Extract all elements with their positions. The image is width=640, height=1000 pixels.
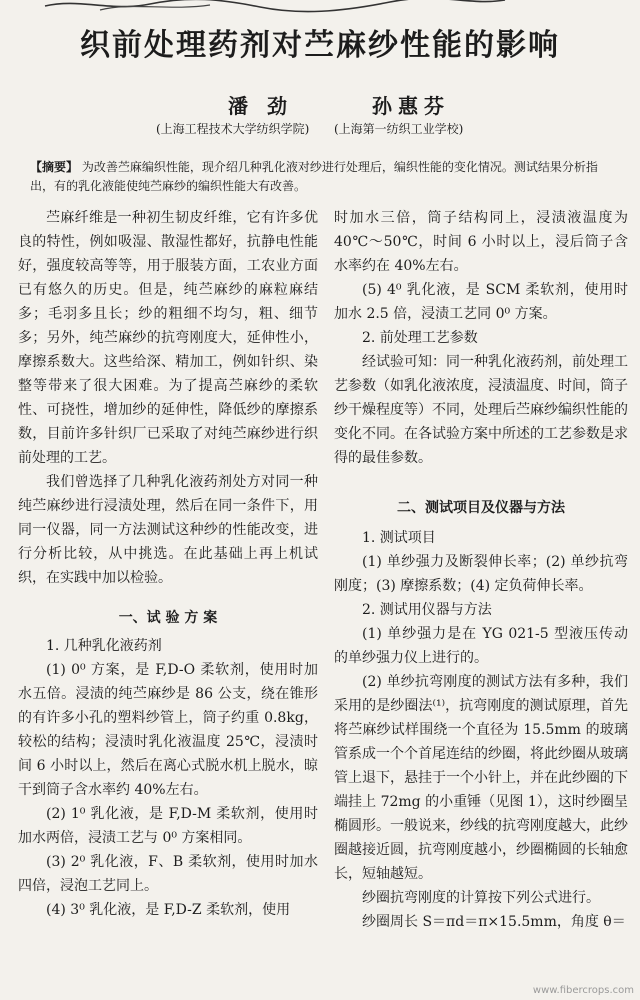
emulsion-item-5: (5) 4⁰ 乳化液，是 SCM 柔软剂，使用时加水 2.5 倍，浸渍工艺同 0⁰ 方案。 [334, 282, 628, 322]
author-affiliation-2: (上海第一纺织工业学校) [334, 122, 464, 136]
handwritten-scribble [40, 0, 510, 14]
abstract-text: 为改善苎麻编织性能，现介绍几种乳化液对纱进行处理后，编织性能的变化情况。测试结果分析指出，有的乳化液能使纯苎麻纱的编织性能大有改善。 [30, 160, 598, 193]
process-parameters-paragraph: 经试验可知：同一种乳化液药剂，前处理工艺参数（如乳化液浓度，浸渍温度、时间，筒子纱干燥程度等）不同，处理后苎麻纱编织性能的变化不同。在各试验方案中所述的工艺参数是求得的最佳参数。 [334, 354, 628, 466]
author-name-2: 孙惠芬 [372, 94, 450, 118]
author-name-1: 潘 劲 [228, 94, 293, 118]
emulsion-item-4-start: (4) 3⁰ 乳化液，是 F,D-Z 柔软剂，使用 [46, 902, 291, 918]
formula-intro: 纱圈抗弯刚度的计算按下列公式进行。 [362, 890, 600, 906]
test-items-list: (1) 单纱强力及断裂伸长率；(2) 单纱抗弯刚度；(3) 摩擦系数；(4) 定负荷伸长率。 [334, 554, 628, 594]
intro-paragraph-2: 我们曾选择了几种乳化液药剂处方对同一种纯苎麻纱进行浸渍处理，然后在同一条件下，用同一仪器，同一方法测试这种纱的性能改变，进行分析比较，从中挑选。在此基础上再上机试织，在实践中加以检验。 [18, 474, 318, 586]
section-heading-1: 一、试 验 方 案 [118, 610, 218, 626]
right-column [334, 206, 628, 934]
intro-paragraph-1: 苎麻纤维是一种初生韧皮纤维，它有许多优良的特性，例如吸湿、散湿性都好，抗静电性能好，强度较高等等，用于服装方面，工农业方面已有悠久的历史。但是，纯苎麻纱的麻粒麻结多；毛羽多且长；纱的粗细不均匀，粗、细节多；另外，纯苎麻纱的抗弯刚度大，延伸性小，摩擦系数大。这些给深、精加工，例如针织、染整等带来了很大困难。为了提高苎麻纱的柔软性、可挠性，增加纱的延伸性，降低纱的摩擦系数，目前许多针织厂已采取了对纯苎麻纱进行织前处理的工艺。 [18, 210, 318, 466]
author-affiliation-1: (上海工程技术大学纺织学院) [156, 122, 310, 136]
formula-line: 纱圈周长 S＝πd＝π×15.5mm，角度 θ＝ [362, 914, 626, 930]
emulsion-item-1: (1) 0⁰ 方案，是 F,D-O 柔软剂，使用时加水五倍。浸渍的纯苎麻纱是 86 公支，绕在锥形的有许多小孔的塑料纱管上，筒子约重 0.8kg，较松的结构；浸渍时乳化液温度 25℃，浸渍时间 6 小时以上，然后在离心式脱水机上脱水，晾干到筒子含水率约 40%左右。 [18, 662, 318, 798]
test-method-2: (2) 单纱抗弯刚度的测试方法有多种，我们采用的是纱圈法⁽¹⁾，抗弯刚度的测试原理，首先将苎麻纱试样围绕一个直径为 15.5mm 的玻璃管系成一个个首尾连结的纱圈，将此纱圈从玻璃管上退下，悬挂于一个小针上，并在此纱圈的下端挂上 72mg 的小重锤（见图 1），这时纱圈呈椭圆形。一般说来，纱线的抗弯刚度越大，此纱圈越接近圆，抗弯刚度越小，纱圈椭圆的长轴愈长，短轴越短。 [334, 674, 628, 882]
emulsion-item-3: (3) 2⁰ 乳化液，F、B 柔软剂，使用时加水四倍，浸泡工艺同上。 [18, 854, 318, 894]
abstract [30, 158, 618, 196]
emulsion-item-2: (2) 1⁰ 乳化液，是 F,D-M 柔软剂，使用时加水两倍，浸渍工艺与 0⁰ 方案相同。 [18, 806, 318, 846]
subheading-2-1: 1. 测试项目 [362, 530, 436, 546]
section-heading-2: 二、测试项目及仪器与方法 [397, 500, 565, 516]
site-watermark: www.fibercrops.com [532, 985, 634, 996]
emulsion-item-4-continued: 时加水三倍，筒子结构同上，浸渍液温度为 40℃～50℃，时间 6 小时以上，浸后筒子含水率约在 40%左右。 [334, 210, 628, 274]
test-method-1: (1) 单纱强力是在 YG 021-5 型液压传动的单纱强力仪上进行的。 [334, 626, 628, 666]
article-title: 织前处理药剂对苎麻纱性能的影响 [80, 28, 560, 63]
left-column [18, 206, 318, 922]
abstract-label: 【摘要】 [30, 160, 79, 174]
subheading-1-2: 2. 前处理工艺参数 [362, 330, 478, 346]
subheading-1-1: 1. 几种乳化液药剂 [46, 638, 162, 654]
subheading-2-2: 2. 测试用仪器与方法 [362, 602, 492, 618]
